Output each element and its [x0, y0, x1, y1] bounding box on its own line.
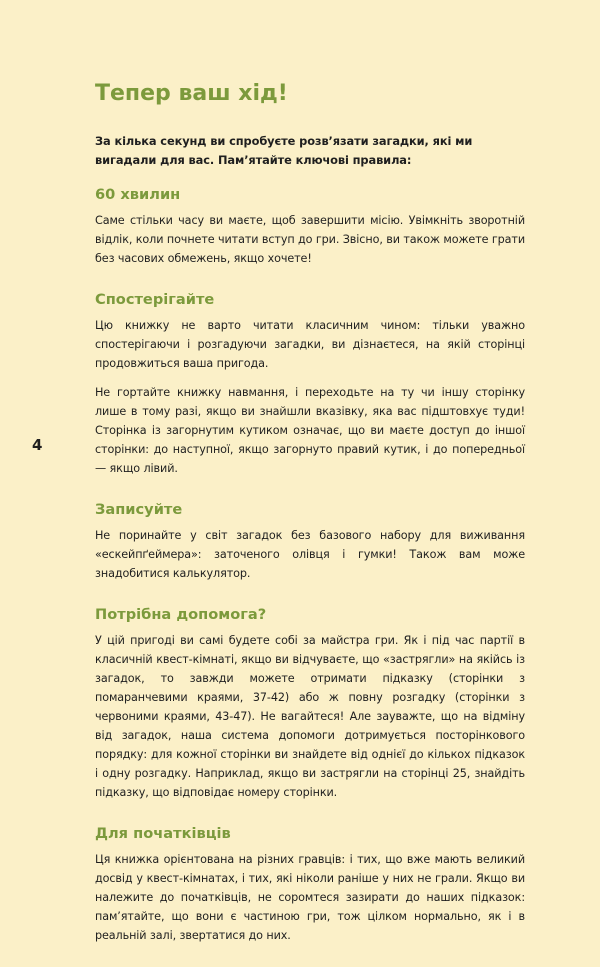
section-paragraph: Не гортайте книжку навмання, і переходьте на ту чи іншу сторінку лише в тому разі, якщо ви знайшли вказівку, яка вас підштовхує туди! Сторінка із загорнутим кутиком означає, що ви маєте доступ до іншої сторінки: до наступної, якщо загорнуто правий кутик, і до попередньої — якщо лівий. — [95, 386, 525, 475]
section-heading: Для початківців — [95, 825, 231, 842]
section-beginners — [95, 824, 525, 945]
section-write-down — [95, 500, 525, 583]
page-title: Тепер ваш хід! — [95, 81, 288, 106]
section-heading: Спостерігайте — [95, 291, 215, 308]
section-paragraph: Цю книжку не варто читати класичним чином: тільки уважно спостерігаючи і розгадуючи загадки, ви дізнаєтеся, на якій сторінці продовжиться ваша пригода. — [95, 319, 525, 370]
page-content — [95, 80, 525, 967]
section-60-minutes — [95, 185, 525, 268]
section-paragraph: У цій пригоді ви самі будете собі за майстра гри. Як і під час партії в класичній квест-кімнаті, якщо ви відчуваєте, що «застрягли» на якійсь із загадок, то завжди можете отримати підказку (сторінки з помаранчевими краями, 37-42) або ж повну розгадку (сторінки з червоними краями, 43-47). Не вагайтеся! Але зауважте, що на відміну від загадок, наша система допомоги дотримується посторінкового порядку: для кожної сторінки ви знайдете від однієї до кількох підказок і одну розгадку. Наприклад, якщо ви застрягли на сторінці 25, знайдіть підказку, що відповідає номеру сторінки. — [95, 634, 525, 799]
section-heading: Записуйте — [95, 501, 183, 518]
section-heading: 60 хвилин — [95, 186, 181, 203]
section-paragraph: Ця книжка орієнтована на різних гравців: і тих, що вже мають великий досвід у квест-кімнатах, і тих, які ніколи раніше у них не грали. Якщо ви належите до початківців, не соромтеся зазирати до наших підказок: пам’ятайте, що вони є частиною гри, тож цілком нормально, як і в реальній залі, звертатися до них. — [95, 853, 525, 942]
section-need-help — [95, 605, 525, 802]
section-observe — [95, 290, 525, 478]
page-number: 4 — [32, 436, 43, 454]
section-paragraph: Саме стільки часу ви маєте, щоб завершити місію. Увімкніть зворотній відлік, коли почнете читати вступ до гри. Звісно, ви також можете грати без часових обмежень, якщо хочете! — [95, 214, 525, 265]
section-heading: Потрібна допомога? — [95, 606, 267, 623]
section-paragraph: Не поринайте у світ загадок без базового набору для виживання «ескейпґеймера»: заточеного олівця і гумки! Також вам може знадобитися калькулятор. — [95, 529, 525, 580]
intro-text: За кілька секунд ви спробуєте розв’язати загадки, які ми вигадали для вас. Пам’ятайте ключові правила: — [95, 134, 473, 167]
